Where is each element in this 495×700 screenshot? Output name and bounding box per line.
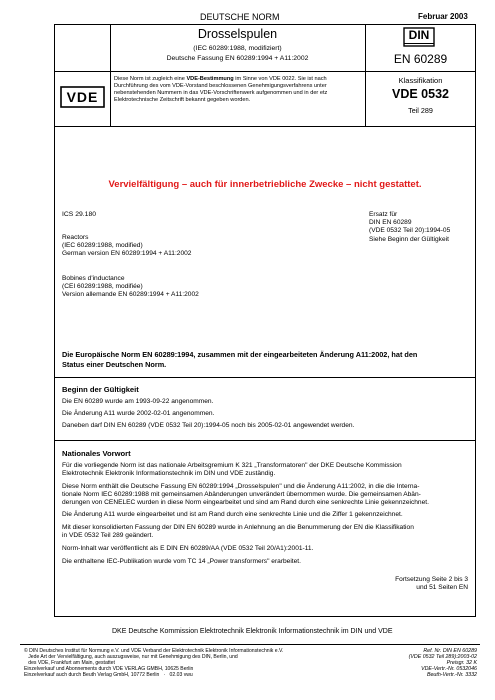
foreword-paragraph (62, 558, 301, 566)
footer-reference (380, 648, 477, 678)
dke-footer: DKE Deutsche Kommission Elektrotechnik Elektronik Informationstechnik im DIN und VDE (112, 628, 393, 635)
foreword-line: Für die vorliegende Norm ist das nationale Arbeitsgremium K 321 „Transformatoren" der DKE Deutsche Kommission (62, 462, 402, 469)
reference-line: VDE-Vertr.-Nr. 0532046 (421, 666, 477, 673)
reference-line: Ref. Nr. DIN EN 60289 (423, 648, 477, 654)
french-title-line: Bobines d'inductance (62, 275, 125, 282)
classification-label: Klassifikation (398, 76, 443, 85)
foreword-paragraph (62, 483, 429, 508)
status-line: Die Europäische Norm EN 60289:1994, zusammen mit der eingearbeiteten Änderung A11:2002, hat den (62, 350, 418, 359)
foreword-paragraph (62, 511, 403, 519)
vde-notice (114, 76, 362, 104)
footer-copyright (24, 648, 283, 678)
norm-number: EN 60289 (393, 52, 448, 66)
english-title (62, 234, 191, 259)
document-version: Deutsche Fassung EN 60289:1994 + A11:2002 (166, 55, 309, 62)
foreword-line: Mit dieser konsolidierten Fassung der DIN EN 60289 wurde in Anlehnung an die Benummerung der EN die Klassifikation (62, 524, 414, 531)
french-title-line: (CEI 60289:1988, modifiée) (62, 283, 143, 291)
main-frame (54, 127, 476, 617)
english-title-line: German version EN 60289:1994 + A11:2002 (62, 250, 192, 258)
vde-notice-line: Durchführung des vom VDE-Vorstand beschlossenen Genehmigungsverfahrens unter (114, 83, 327, 89)
replacement-line: (VDE 0532 Teil 20):1994-05 (369, 227, 451, 235)
vde-notice-line: nebenstehenden Nummern in das VDE-Vorschriftenwerk aufgenommen und in der etz (114, 90, 328, 96)
replacement-line: DIN EN 60289 (369, 219, 412, 227)
validity-line: Die EN 60289 wurde am 1993-09-22 angenommen. (62, 398, 214, 405)
foreword-line: Elektrotechnik Elektronik Informationstechnik im DIN und VDE zuständig. (62, 470, 276, 478)
continuation-note (381, 576, 468, 592)
foreword-line: derungen von CENELEC wurden in diese Norm eingearbeitet und sind am Rand durch eine senkrechte Linie gekennzeichnet. (62, 499, 429, 507)
footer-line: Jede Art der Vervielfältigung, auch auszugsweise, nur mit Genehmigung des DIN, Berlin, und (24, 654, 238, 661)
english-title-line: Reactors (62, 234, 89, 241)
foreword-line: Norm-Inhalt war veröffentlicht als E DIN EN 60289/AA (VDE 0532 Teil 20/A1):2001-11. (62, 545, 314, 552)
footer-line: © DIN Deutsches Institut für Normung e.V. und VDE Verband der Elektrotechnik Elektronik Informationstechnik e.V. (24, 648, 284, 654)
foreword-line: Diese Norm enthält die Deutsche Fassung EN 60289:1994 „Drosselspulen" und die Änderung A11:2002, in die die Interna- (62, 483, 420, 490)
foreword-paragraph (62, 545, 313, 553)
vde-notice-line: Elektrotechnische Zeitschrift bekannt gegeben worden. (114, 97, 251, 103)
replacement-line: Siehe Beginn der Gültigkeit (369, 235, 449, 243)
continuation-line: Fortsetzung Seite 2 bis 3 (395, 576, 468, 583)
document-subtitle: (IEC 60289:1988, modifiziert) (193, 45, 282, 52)
french-title-line: Version allemande EN 60289:1994 + A11:2002 (62, 291, 199, 299)
standard-label: DEUTSCHE NORM (200, 12, 280, 22)
classification-number: VDE 0532 (392, 87, 449, 101)
foreword-line: Die enthaltene IEC-Publikation wurde vom TC 14 „Power transformers" erarbeitet. (62, 558, 301, 565)
foreword-line: tionale Norm IEC 60289:1988 mit gemeinsamen Abänderungen unverändert übernommen wurde. Die gemeinsamen Abän- (62, 491, 421, 499)
ics-code: ICS 29.180 (62, 211, 97, 218)
document-title: Drosselspulen (197, 27, 278, 41)
reference-line: Beuth-Vertr.-Nr. 3332 (426, 672, 477, 679)
validity-line: Die Änderung A11 wurde 2002-02-01 angenommen. (62, 410, 215, 417)
status-statement (62, 350, 417, 370)
footer-line: Einzelverkauf auch durch Beuth Verlag GmbH, 10772 Berlin · 02.03 vwu (24, 672, 193, 679)
classification-part: Teil 289 (408, 106, 433, 115)
foreword-paragraph (62, 524, 414, 540)
copy-warning: Vervielfältigung – auch für innerbetriebliche Zwecke – nicht gestattet. (108, 179, 422, 190)
vde-logo (60, 86, 105, 108)
reference-line: (VDE 0532 Teil 289):2003-02 (408, 654, 477, 661)
publication-date: Februar 2003 (418, 12, 468, 21)
footer-line: Einzelverkauf und Abonnements durch VDE VERLAG GMBH, 10625 Berlin (24, 666, 194, 673)
replacement-info (369, 211, 450, 244)
replacement-line: Ersatz für (369, 211, 398, 218)
validity-heading: Beginn der Gültigkeit (62, 385, 139, 394)
vde-logo-text: VDE (66, 89, 99, 105)
footer-line: des VDE, Frankfurt am Main, gestattet (24, 660, 115, 667)
validity-line: Daneben darf DIN EN 60289 (VDE 0532 Teil 20):1994-05 noch bis 2005-02-01 angewendet werden. (62, 422, 355, 429)
foreword-heading: Nationales Vorwort (62, 449, 131, 458)
english-title-line: (IEC 60289:1988, modified) (62, 242, 143, 250)
foreword-paragraph (62, 462, 402, 478)
foreword-line: Die Änderung A11 wurde eingearbeitet und ist am Rand durch eine senkrechte Linie und die Ziffer 1 gekennzeichnet. (62, 511, 403, 518)
din-logo-text: DIN (408, 28, 430, 42)
continuation-line: und 51 Seiten EN (416, 584, 468, 592)
foreword-line: in VDE 0532 Teil 289 geändert. (62, 532, 154, 540)
french-title (62, 275, 199, 300)
din-logo (403, 27, 435, 47)
reference-line: Preisgr. 32 K (446, 660, 477, 667)
status-line: Status einer Deutschen Norm. (62, 360, 167, 369)
vde-notice-line: Diese Norm ist zugleich eine VDE-Bestimmung im Sinne von VDE 0022. Sie ist nach (114, 76, 327, 82)
